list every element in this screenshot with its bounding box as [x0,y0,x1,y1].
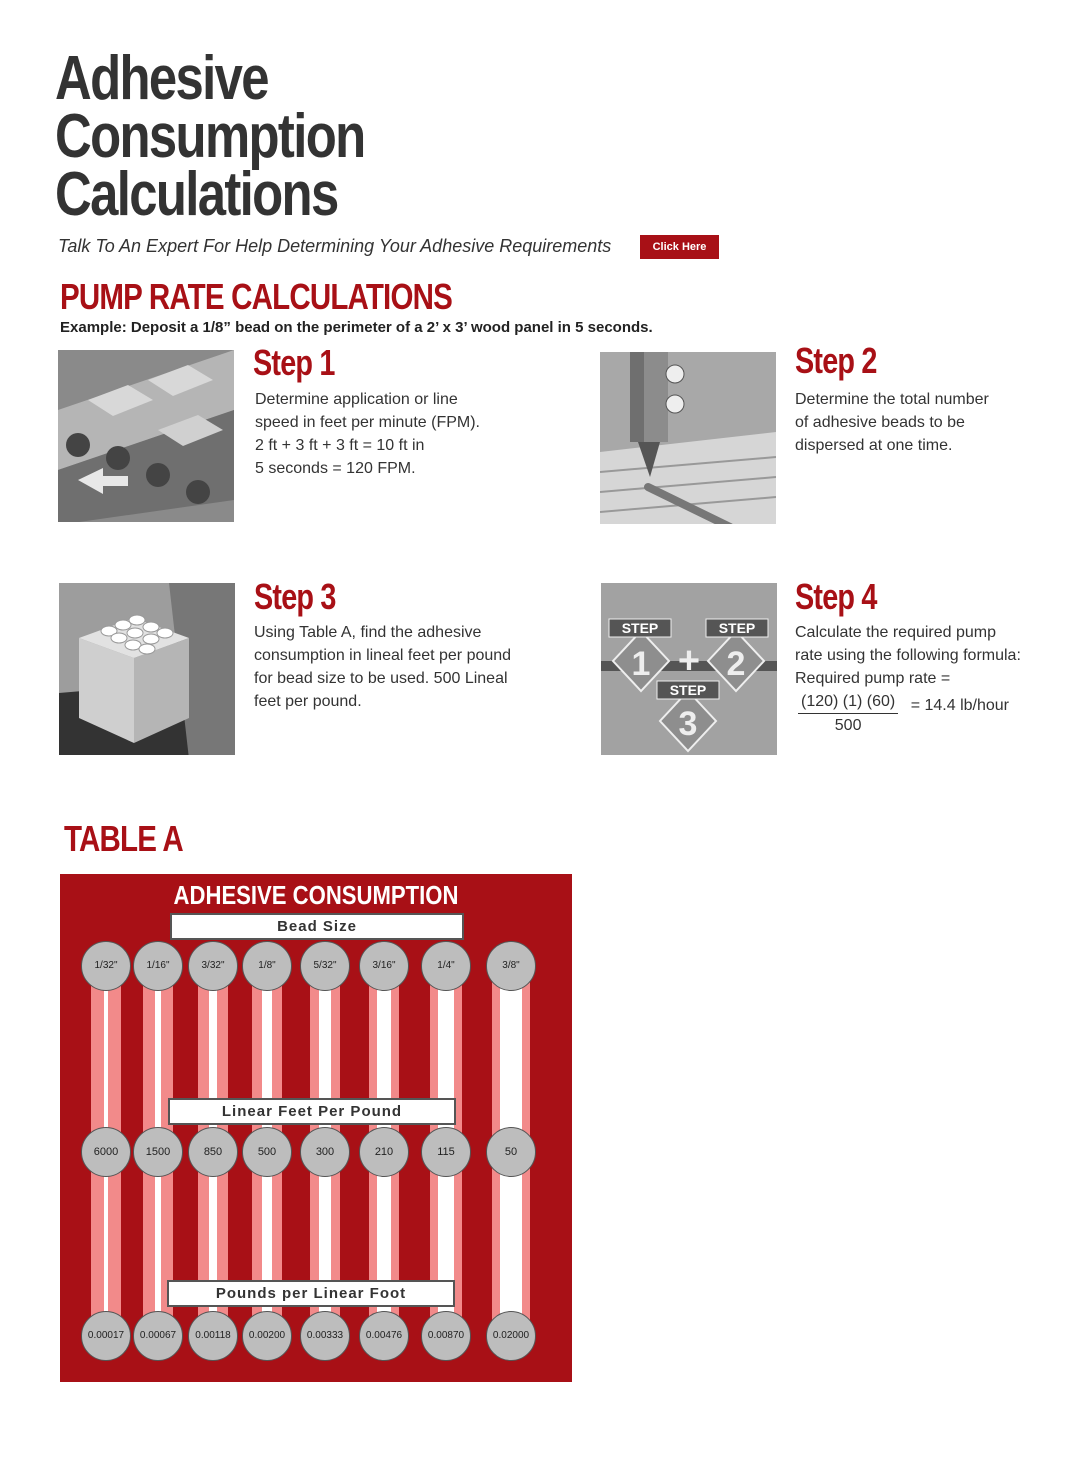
badge-step-label: STEP [718,620,756,636]
bead-size-bubble: 1/16" [133,941,183,991]
linear-feet-bubble: 115 [421,1127,471,1177]
formula [798,690,1009,737]
linear-feet-bubble: 500 [242,1127,292,1177]
formula-result: = 14.4 lb/hour [910,697,1009,714]
pounds-bubble: 0.00118 [188,1311,238,1361]
linear-feet-bubble: 300 [300,1127,350,1177]
formula-fraction [798,690,898,737]
step-line: Using Table A, find the adhesive [254,624,482,641]
step2-title: Step 2 [795,340,877,381]
step2-dispenser-image [600,352,776,524]
pump-rate-heading: PUMP RATE CALCULATIONS [60,276,452,317]
badge-number: 1 [631,645,651,683]
bead-size-bubble: 1/8" [242,941,292,991]
step-line: Calculate the required pump [795,624,997,641]
step3-text [254,621,511,713]
formula-denominator: 500 [834,717,862,734]
badge-number: 3 [678,705,698,743]
adhesive-consumption-panel [60,874,572,1382]
pounds-bubble: 0.00017 [81,1311,131,1361]
page-title-line: Adhesive [55,44,268,113]
step-line: of adhesive beads to be [795,414,965,431]
pounds-bubble: 0.00476 [359,1311,409,1361]
linear-feet-bubble: 210 [359,1127,409,1177]
linear-feet-bubble: 850 [188,1127,238,1177]
pounds-bubble: 0.00870 [421,1311,471,1361]
badge-step-label: STEP [669,682,707,698]
step4-title: Step 4 [795,576,877,617]
step1-conveyor-image [58,350,234,522]
formula-numerator: (120) (1) (60) [798,690,898,714]
step-line: Determine application or line [255,391,458,408]
step2-text [795,388,989,457]
step-line: consumption in lineal feet per pound [254,647,512,664]
page-title-line: Calculations [55,160,338,229]
step-line: Required pump rate = [795,670,951,687]
pounds-bubble: 0.00200 [242,1311,292,1361]
table-a-heading: TABLE A [64,818,183,859]
step3-title: Step 3 [254,576,336,617]
bead-size-bubble: 3/32" [188,941,238,991]
pounds-label: Pounds per Linear Foot [167,1280,455,1307]
bead-size-label: Bead Size [170,913,464,940]
step-line: for bead size to be used. 500 Lineal [254,670,508,687]
badge-step-label: STEP [621,620,659,636]
step-line: rate using the following formula: [795,647,1021,664]
click-here-button[interactable]: Click Here [640,235,719,259]
example-text: Example: Deposit a 1/8” bead on the perimeter of a 2’ x 3’ wood panel in 5 seconds. [60,319,653,336]
pounds-bubble: 0.02000 [486,1311,536,1361]
svg-text:+: + [677,640,701,682]
bead-size-bubble: 1/32" [81,941,131,991]
step4-text [795,621,1021,690]
step-line: 5 seconds = 120 FPM. [255,460,416,477]
linear-feet-bubble: 50 [486,1127,536,1177]
step-line: 2 ft + 3 ft + 3 ft = 10 ft in [255,437,425,454]
bead-size-bubble: 3/8" [486,941,536,991]
pounds-bubble: 0.00067 [133,1311,183,1361]
bead-size-bubble: 3/16" [359,941,409,991]
step4-steps-image [601,583,777,755]
tagline: Talk To An Expert For Help Determining Your Adhesive Requirements [58,236,612,256]
step-line: speed in feet per minute (FPM). [255,414,480,431]
step3-box-image [59,583,235,755]
pounds-bubble: 0.00333 [300,1311,350,1361]
step-line: dispersed at one time. [795,437,953,454]
badge-number: 2 [726,645,746,683]
panel-title: ADHESIVE CONSUMPTION [173,880,459,910]
bead-size-bubble: 5/32" [300,941,350,991]
linear-feet-label: Linear Feet Per Pound [168,1098,456,1125]
bead-size-bubble: 1/4" [421,941,471,991]
step1-text [255,388,480,480]
linear-feet-bubble: 6000 [81,1127,131,1177]
step-line: feet per pound. [254,693,362,710]
linear-feet-bubble: 1500 [133,1127,183,1177]
page-title-line: Consumption [55,102,365,171]
step1-title: Step 1 [253,342,335,383]
step-line: Determine the total number [795,391,989,408]
page-title [55,44,365,229]
